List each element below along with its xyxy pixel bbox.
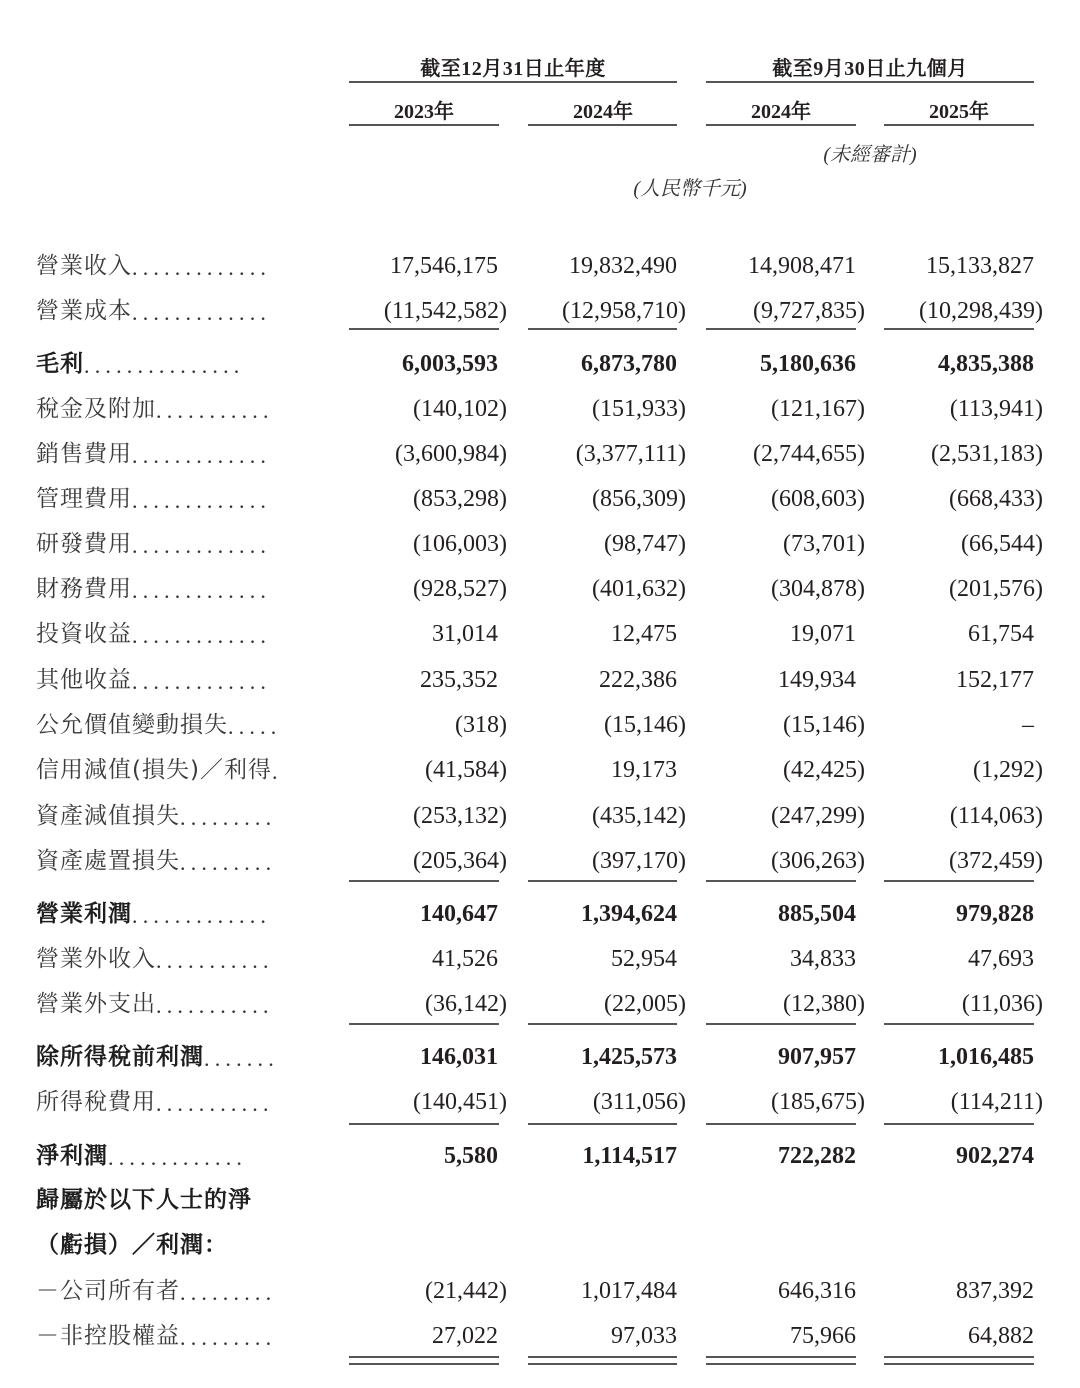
leader-dots: ........... [156,398,274,423]
leader-dots: ............. [132,443,272,468]
row-label: 銷售費用 [36,441,132,467]
cell-value: (10,298,439) [919,298,1043,324]
group-rule-fiscal-year [349,81,677,83]
cell-value: (247,299) [771,803,865,829]
row-label: 除所得稅前利潤 [36,1044,204,1070]
leader-dots: . [272,759,283,784]
row-label: －非控股權益 [36,1323,180,1349]
subtotal-rule [706,328,856,330]
cell-value: 722,282 [778,1143,856,1169]
leader-dots: ......... [180,1325,277,1350]
table-row-operating-cost [0,291,1080,331]
cell-value: (372,459) [949,848,1043,874]
table-row-rd-expenses [0,524,1080,564]
row-label: 信用減值(損失)／利得 [36,757,272,783]
cell-value: 907,957 [778,1044,856,1070]
table-row-asset-disposal [0,841,1080,881]
row-label: 投資收益 [36,621,132,647]
cell-value: (140,451) [413,1089,507,1115]
cell-value: 61,754 [968,621,1034,647]
leader-dots: ............... [84,353,245,378]
subtotal-rule [706,1123,856,1125]
cell-value: (856,309) [592,486,686,512]
table-row-operating-revenue [0,246,1080,286]
row-label: 營業利潤 [36,901,132,927]
cell-value: 222,386 [599,667,677,693]
cell-value: 1,425,573 [581,1044,677,1070]
unaudited-note: (未經審計) [823,144,917,166]
row-label: 淨利潤 [36,1143,108,1169]
row-label: 營業外支出 [36,991,156,1017]
row-label: （虧損）／利潤： [36,1232,228,1258]
table-row-non-controlling-interests [0,1316,1080,1356]
cell-value: (608,603) [771,486,865,512]
cell-value: 15,133,827 [926,253,1034,279]
subtotal-rule [528,1123,677,1125]
cell-value: (401,632) [592,576,686,602]
row-label: 研發費用 [36,531,132,557]
table-row-attributable-heading-2 [0,1225,1080,1265]
cell-value: (15,146) [604,712,686,738]
year-header-2024-fy: 2024年 [573,101,633,123]
row-label: 資產減值損失 [36,803,180,829]
leader-dots: ......... [180,805,277,830]
cell-value: 140,647 [420,901,498,927]
cell-value: 1,394,624 [581,901,677,927]
year-rule [884,124,1034,126]
table-row-investment-income [0,614,1080,654]
subtotal-rule [706,1023,856,1025]
cell-value: 12,475 [611,621,677,647]
cell-value: (151,933) [592,396,686,422]
table-row-credit-impairment [0,750,1080,790]
leader-dots: ......... [180,1280,277,1305]
row-label: 營業外收入 [36,946,156,972]
year-header-2024-9m: 2024年 [751,101,811,123]
cell-value: (3,377,111) [575,441,686,467]
row-label: 管理費用 [36,486,132,512]
cell-value: 1,114,517 [582,1143,677,1169]
table-row-profit-before-tax [0,1037,1080,1077]
cell-value: (9,727,835) [753,298,865,324]
table-row-admin-expenses [0,479,1080,519]
table-row-taxes-surcharges [0,389,1080,429]
cell-value: (2,744,655) [753,441,865,467]
leader-dots: ............. [132,903,272,928]
total-double-rule [349,1356,499,1358]
leader-dots: ..... [228,714,282,739]
cell-value: 27,022 [432,1323,498,1349]
subtotal-rule [884,328,1034,330]
row-label: 公允價值變動損失 [36,712,228,738]
leader-dots: ............. [132,533,272,558]
year-rule [349,124,499,126]
cell-value: (304,878) [771,576,865,602]
cell-value: (22,005) [604,991,686,1017]
leader-dots: ....... [204,1046,279,1071]
table-row-net-profit [0,1136,1080,1176]
row-label: 資產處置損失 [36,848,180,874]
cell-value: 19,071 [790,621,856,647]
subtotal-rule [528,328,677,330]
cell-value: (205,364) [413,848,507,874]
subtotal-rule [349,1023,499,1025]
cell-value: (311,056) [592,1089,686,1115]
table-row-asset-impairment [0,796,1080,836]
cell-value: 75,966 [790,1323,856,1349]
year-rule [706,124,856,126]
total-double-rule [706,1356,856,1358]
cell-value: (928,527) [413,576,507,602]
row-label: 稅金及附加 [36,396,156,422]
cell-value: 837,392 [956,1278,1034,1304]
total-double-rule [528,1363,677,1365]
year-rule [528,124,677,126]
cell-value: 6,873,780 [581,351,677,377]
group-header-nine-months: 截至9月30日止九個月 [772,58,968,80]
table-row-gross-profit [0,344,1080,384]
cell-value: 31,014 [432,621,498,647]
cell-value: 885,504 [778,901,856,927]
cell-value: (121,167) [771,396,865,422]
table-row-attributable-heading-1 [0,1180,1080,1220]
cell-value: (41,584) [425,757,507,783]
leader-dots: ............. [108,1145,248,1170]
row-label: 所得稅費用 [36,1089,156,1115]
cell-value: 902,274 [956,1143,1034,1169]
leader-dots: ............. [132,623,272,648]
subtotal-rule [884,1123,1034,1125]
table-row-non-operating-expense [0,984,1080,1024]
group-header-fiscal-year: 截至12月31日止年度 [420,58,606,80]
cell-value: 646,316 [778,1278,856,1304]
cell-value: 235,352 [420,667,498,693]
cell-value: 19,173 [611,757,677,783]
cell-value: (201,576) [949,576,1043,602]
row-label: 歸屬於以下人士的淨 [36,1187,252,1213]
total-double-rule [349,1363,499,1365]
table-row-fair-value-loss [0,705,1080,745]
cell-value: (36,142) [425,991,507,1017]
group-rule-nine-months [706,81,1034,83]
cell-value: (73,701) [783,531,865,557]
cell-value: 149,934 [778,667,856,693]
cell-value: 14,908,471 [748,253,856,279]
cell-value: 41,526 [432,946,498,972]
table-row-other-income [0,660,1080,700]
table-row-non-operating-income [0,939,1080,979]
table-row-selling-expenses [0,434,1080,474]
table-row-income-tax [0,1082,1080,1122]
cell-value: 17,546,175 [390,253,498,279]
cell-value: (853,298) [413,486,507,512]
cell-value: 19,832,490 [569,253,677,279]
leader-dots: ........... [156,993,274,1018]
cell-value: (397,170) [592,848,686,874]
cell-value: 97,033 [611,1323,677,1349]
cell-value: 4,835,388 [938,351,1034,377]
currency-note: (人民幣千元) [633,178,747,200]
total-double-rule [706,1363,856,1365]
cell-value: (113,941) [949,396,1043,422]
leader-dots: ........... [156,1091,274,1116]
cell-value: (98,747) [604,531,686,557]
cell-value: 146,031 [420,1044,498,1070]
cell-value: (435,142) [592,803,686,829]
subtotal-rule [349,1123,499,1125]
cell-value: (66,544) [961,531,1043,557]
total-double-rule [528,1356,677,1358]
cell-value: (12,380) [783,991,865,1017]
cell-value: 979,828 [956,901,1034,927]
subtotal-rule [528,880,677,882]
row-label: －公司所有者 [36,1278,180,1304]
row-label: 營業成本 [36,298,132,324]
table-row-operating-profit [0,894,1080,934]
cell-value: (11,036) [961,991,1043,1017]
cell-value: 5,180,636 [760,351,856,377]
table-row-finance-expenses [0,569,1080,609]
row-label: 其他收益 [36,667,132,693]
cell-value: (106,003) [413,531,507,557]
leader-dots: ............. [132,300,272,325]
leader-dots: ......... [180,850,277,875]
leader-dots: ............. [132,488,272,513]
cell-value: (668,433) [949,486,1043,512]
cell-value: (42,425) [783,757,865,783]
cell-value: (253,132) [413,803,507,829]
cell-value: 152,177 [956,667,1034,693]
cell-value: (21,442) [425,1278,507,1304]
cell-value: (140,102) [413,396,507,422]
cell-value: (1,292) [973,757,1043,783]
row-label: 毛利 [36,351,84,377]
subtotal-rule [349,328,499,330]
year-header-2023: 2023年 [394,101,454,123]
cell-value: (11,542,582) [383,298,507,324]
cell-value: 47,693 [968,946,1034,972]
table-row-owners-of-company [0,1271,1080,1311]
cell-value: (12,958,710) [562,298,686,324]
leader-dots: ........... [156,948,274,973]
year-header-2025-9m: 2025年 [929,101,989,123]
cell-value: 1,017,484 [581,1278,677,1304]
cell-value: 5,580 [444,1143,498,1169]
leader-dots: ............. [132,255,272,280]
leader-dots: ............. [132,669,272,694]
cell-value: 64,882 [968,1323,1034,1349]
cell-value: (185,675) [771,1089,865,1115]
cell-value: (15,146) [783,712,865,738]
cell-value: (3,600,984) [395,441,507,467]
cell-value: 6,003,593 [402,351,498,377]
row-label: 營業收入 [36,253,132,279]
subtotal-rule [349,880,499,882]
cell-value: 52,954 [611,946,677,972]
subtotal-rule [528,1023,677,1025]
total-double-rule [884,1356,1034,1358]
cell-value: 34,833 [790,946,856,972]
total-double-rule [884,1363,1034,1365]
cell-value: (114,063) [949,803,1043,829]
cell-value: 1,016,485 [938,1044,1034,1070]
cell-value: – [1022,712,1034,738]
cell-value: (114,211) [950,1089,1043,1115]
cell-value: (2,531,183) [931,441,1043,467]
cell-value: (318) [455,712,507,738]
leader-dots: ............. [132,578,272,603]
subtotal-rule [706,880,856,882]
row-label: 財務費用 [36,576,132,602]
subtotal-rule [884,880,1034,882]
subtotal-rule [884,1023,1034,1025]
cell-value: (306,263) [771,848,865,874]
